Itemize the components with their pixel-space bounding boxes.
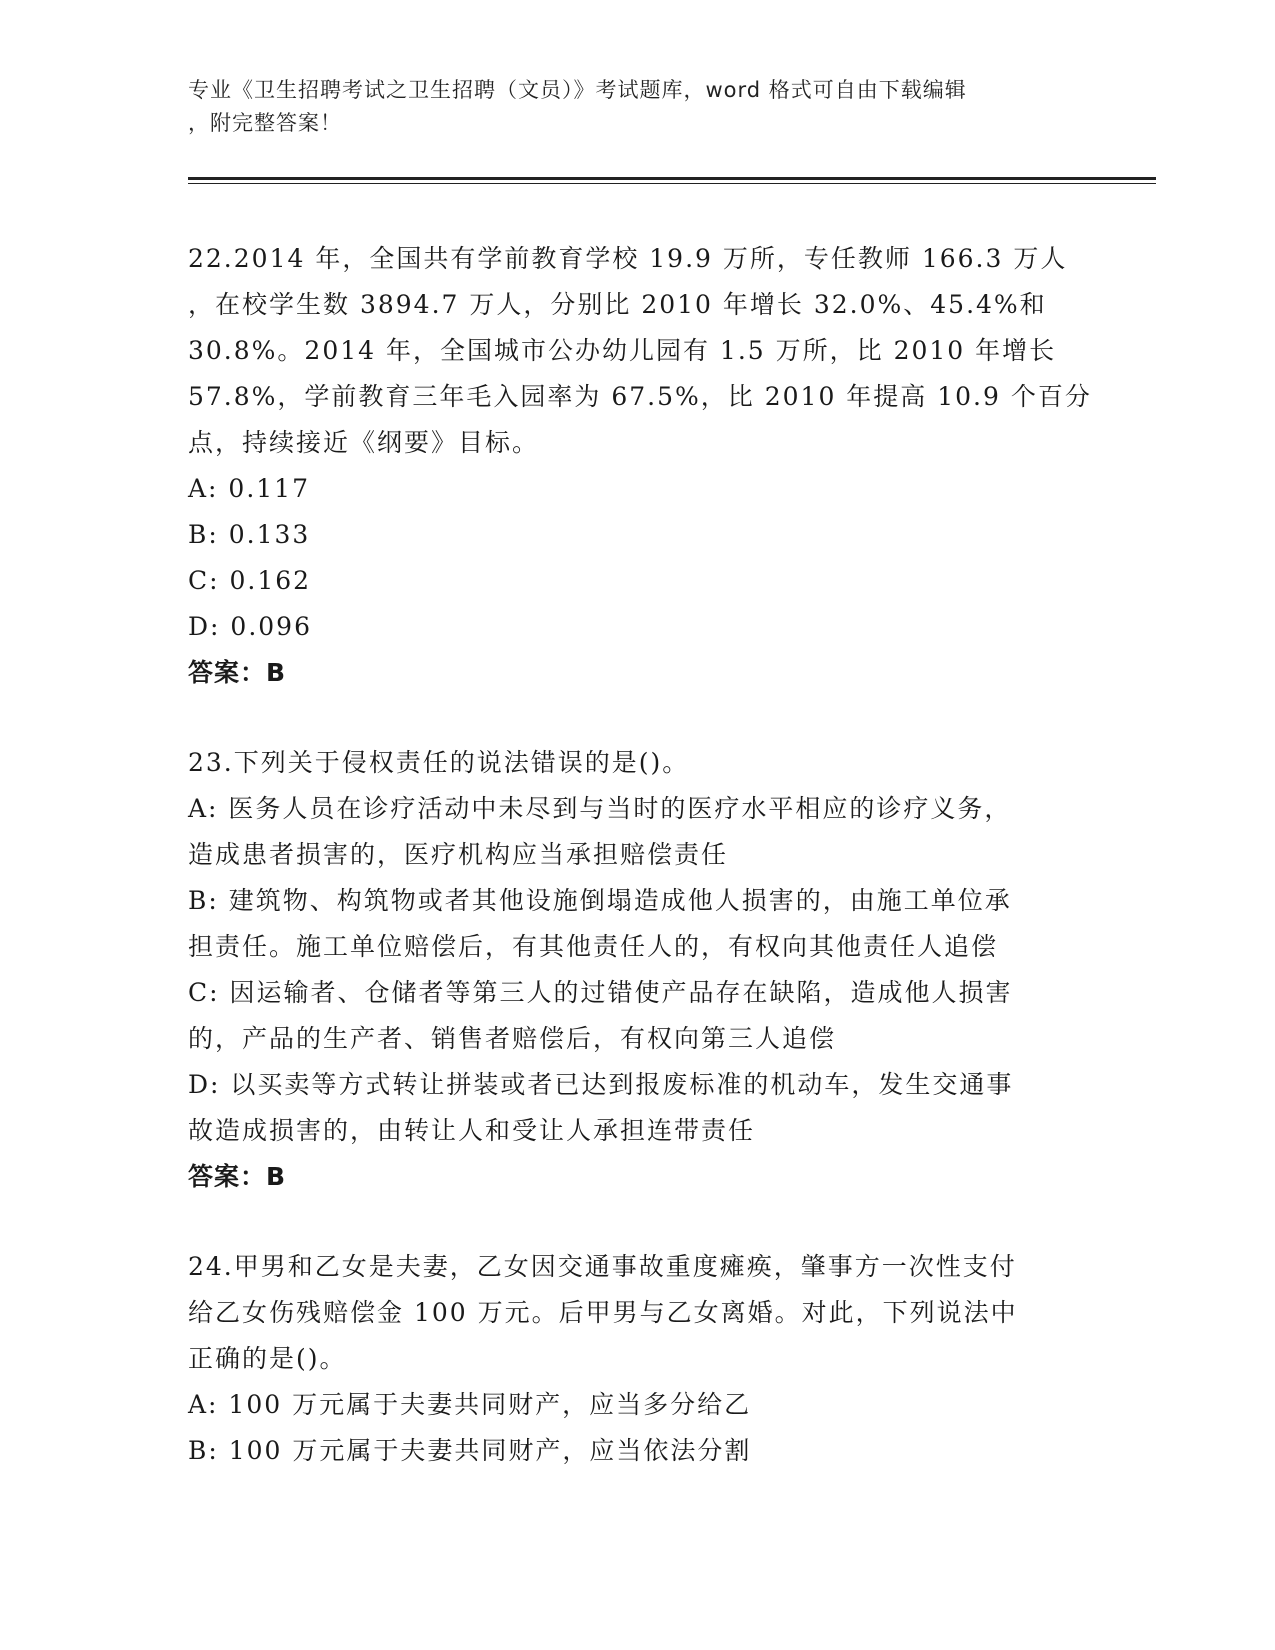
option-a (188, 1382, 1093, 1428)
header-divider-thick (188, 177, 1156, 180)
option-d (188, 1062, 1093, 1154)
option-line: D: 以买卖等方式转让拼装或者已达到报废标准的机动车，发生交通事 (188, 1070, 1014, 1099)
stem-line: ，在校学生数 3894.7 万人，分别比 2010 年增长 32.0%、45.4%和 (188, 290, 1047, 319)
option-b (188, 512, 1093, 558)
option-line: A: 100 万元属于夫妻共同财产，应当多分给乙 (188, 1390, 752, 1419)
stem-line: 23.下列关于侵权责任的说法错误的是()。 (188, 748, 690, 777)
option-line: B: 建筑物、构筑物或者其他设施倒塌造成他人损害的，由施工单位承 (188, 886, 1012, 915)
header-line-1: 专业《卫生招聘考试之卫生招聘（文员）》考试题库，word 格式可自由下载编辑 (188, 78, 967, 102)
option-line: C: 因运输者、仓储者等第三人的过错使产品存在缺陷，造成他人损害 (188, 978, 1013, 1007)
stem-line: 点，持续接近《纲要》目标。 (188, 428, 540, 457)
option-line: 的，产品的生产者、销售者赔偿后，有权向第三人追偿 (188, 1024, 837, 1053)
option-line: 担责任。施工单位赔偿后，有其他责任人的，有权向其他责任人追偿 (188, 932, 999, 961)
option-b (188, 878, 1093, 970)
document-header (188, 74, 1068, 140)
option-line: A: 0.117 (188, 474, 310, 503)
option-a (188, 786, 1093, 878)
answer-label: 答案：B (188, 1162, 287, 1191)
option-line: A: 医务人员在诊疗活动中未尽到与当时的医疗水平相应的诊疗义务， (188, 794, 1012, 823)
question-stem (188, 740, 1093, 786)
option-a (188, 466, 1093, 512)
option-d (188, 604, 1093, 650)
header-line-2: ，附完整答案！ (188, 111, 342, 135)
option-line: B: 0.133 (188, 520, 311, 549)
stem-line: 30.8%。2014 年，全国城市公办幼儿园有 1.5 万所，比 2010 年增长 (188, 336, 1057, 365)
option-line: 故造成损害的，由转让人和受让人承担连带责任 (188, 1116, 756, 1145)
option-line: C: 0.162 (188, 566, 312, 595)
question-stem (188, 236, 1093, 466)
stem-line: 正确的是()。 (188, 1344, 347, 1373)
question-22 (188, 236, 1093, 696)
question-stem (188, 1244, 1093, 1382)
question-24 (188, 1244, 1093, 1474)
stem-line: 57.8%，学前教育三年毛入园率为 67.5%，比 2010 年提高 10.9 个百分 (188, 382, 1092, 411)
option-c (188, 558, 1093, 604)
option-line: D: 0.096 (188, 612, 312, 641)
option-line: 造成患者损害的，医疗机构应当承担赔偿责任 (188, 840, 729, 869)
option-b (188, 1428, 1093, 1474)
option-c (188, 970, 1093, 1062)
option-line: B: 100 万元属于夫妻共同财产，应当依法分割 (188, 1436, 752, 1465)
answer-label: 答案：B (188, 658, 287, 687)
question-23 (188, 740, 1093, 1200)
stem-line: 24.甲男和乙女是夫妻，乙女因交通事故重度瘫痪，肇事方一次性支付 (188, 1252, 1017, 1281)
stem-line: 22.2014 年，全国共有学前教育学校 19.9 万所，专任教师 166.3 万人 (188, 244, 1068, 273)
stem-line: 给乙女伤残赔偿金 100 万元。后甲男与乙女离婚。对此，下列说法中 (188, 1298, 1018, 1327)
question-list (188, 236, 1093, 1518)
header-divider-thin (188, 183, 1156, 184)
